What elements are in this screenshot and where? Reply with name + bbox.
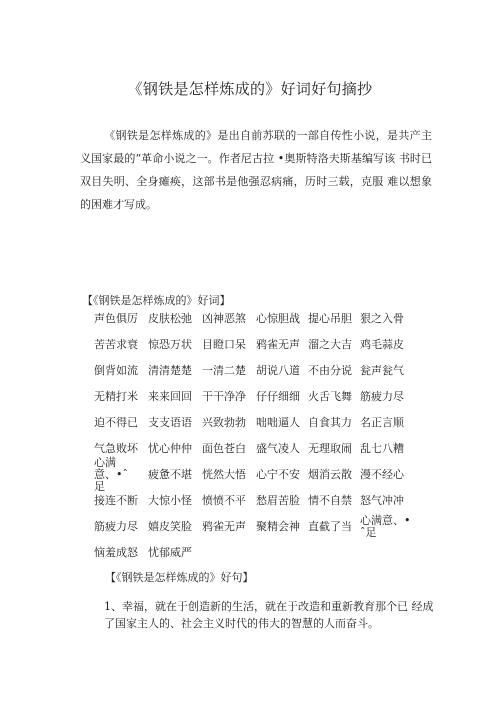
word-cell: 仔仔细细: [256, 390, 300, 403]
word-cell: 支支语语: [148, 416, 192, 429]
word-cell: 鸡毛蒜皮: [360, 338, 404, 351]
word-cell: 怒气冲冲: [360, 494, 404, 507]
word-cell: 乱七八糟: [360, 442, 404, 455]
word-cell: 恍然大悟: [202, 468, 246, 481]
word-cell: 盛气凌人: [256, 442, 300, 455]
words-section-header: 【《钢铁是怎样炼成的》好词】: [82, 294, 231, 307]
word-cell: 面色苍白: [202, 442, 246, 455]
word-cell: 凶神恶煞: [202, 312, 246, 325]
word-cell: 筋疲力尽: [94, 520, 138, 533]
word-cell: 嬉皮笑脸: [148, 520, 192, 533]
word-cell: 情不自禁: [308, 494, 352, 507]
word-cell: 惊恐万状: [148, 338, 192, 351]
word-cell: 直截了当: [308, 520, 352, 533]
word-cell: 愁眉苦脸: [256, 494, 300, 507]
word-cell: 倒背如流: [94, 364, 138, 377]
intro-paragraph: 《钢铁是怎样炼成的》是出自前苏联的一部自传性小说，是共产主义国家最的“革命小说之一。作者尼古拉 •奥斯特洛夫斯基编写该 书时已双目失明、全身瘫痪，这部书是他强忍病痛，历时三载，克服 难以想象的困难才写成。: [80, 129, 432, 211]
word-cell: 心惊胆战: [256, 312, 300, 325]
words-grid: [94, 306, 424, 566]
sentence-item: 1、幸福，就在于创造新的生活，就在于改造和重新教育那个已 经成了国家主人的、社会主义时代的伟大的智慧的人而奋斗。: [104, 600, 434, 630]
word-cell: 来来回回: [148, 390, 192, 403]
word-cell: 兴致勃勃: [202, 416, 246, 429]
word-cell: 火舌飞舞: [308, 390, 352, 403]
word-cell: 迫不得已: [94, 416, 138, 429]
word-cell: 提心吊胆: [308, 312, 352, 325]
word-cell: 聚精会神: [256, 520, 300, 533]
word-cell: 溜之大吉: [308, 338, 352, 351]
word-cell: 漫不经心: [360, 468, 404, 481]
word-cell: 苦苦求衰: [94, 338, 138, 351]
word-cell: 胡说八道: [256, 364, 300, 377]
word-cell: 心满意、•ˆ足: [360, 514, 411, 539]
word-cell: 一清二楚: [202, 364, 246, 377]
word-cell: 恼羞成怒: [94, 546, 138, 559]
word-cell: 大惊小怪: [148, 494, 192, 507]
word-cell: 烟消云散: [308, 468, 352, 481]
sentences-section-header: 【《钢铁是怎样炼成的》好句】: [105, 571, 254, 584]
word-cell: 咄咄逼人: [256, 416, 300, 429]
word-cell: 心满意、•ˆ足: [94, 456, 128, 493]
word-cell: 忧郁威严: [148, 546, 192, 559]
word-cell: 气急败坏: [94, 442, 138, 455]
word-cell: 筋疲力尽: [360, 390, 404, 403]
word-cell: 瓮声瓮气: [360, 364, 404, 377]
document-title: 《钢铁是怎样炼成的》好词好句摘抄: [127, 80, 373, 98]
word-cell: 狠之入骨: [360, 312, 404, 325]
word-cell: 鸦雀无声: [202, 520, 246, 533]
word-cell: 忧心仲仲: [148, 442, 192, 455]
word-cell: 接连不断: [94, 494, 138, 507]
word-cell: 心宁不安: [256, 468, 300, 481]
word-cell: 无理取闹: [308, 442, 352, 455]
word-cell: 皮肤松弛: [148, 312, 192, 325]
word-cell: 目瞪口呆: [202, 338, 246, 351]
word-cell: 自食其力: [308, 416, 352, 429]
word-cell: 名正言顺: [360, 416, 404, 429]
word-cell: 无精打米: [94, 390, 138, 403]
word-cell: 干干净净: [202, 390, 246, 403]
word-cell: 鸦雀无声: [256, 338, 300, 351]
word-cell: 声色俱厉: [94, 312, 138, 325]
word-cell: 不由分说: [308, 364, 352, 377]
word-cell: 愤愤不平: [202, 494, 246, 507]
word-cell: 清清楚楚: [148, 364, 192, 377]
word-cell: 疲惫不堪: [148, 468, 192, 481]
